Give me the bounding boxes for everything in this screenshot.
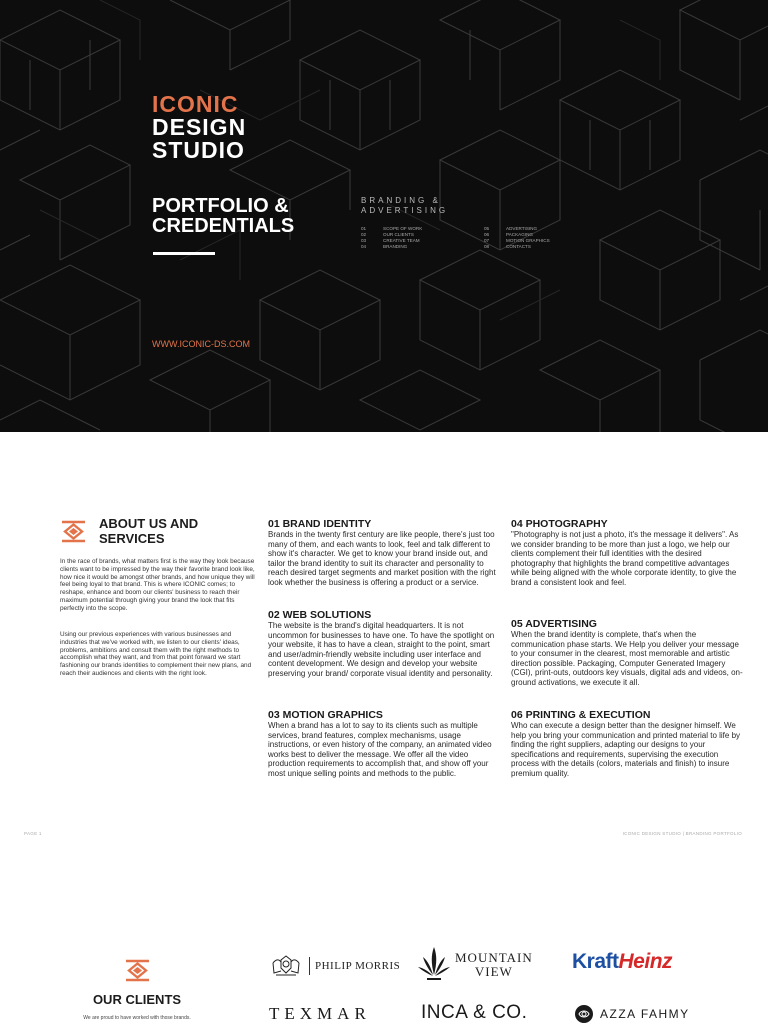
client-logo-inca bbox=[421, 1002, 527, 1024]
kraft-heinz-wordmark: KraftHeinz bbox=[572, 950, 673, 973]
cover-title bbox=[152, 196, 294, 236]
table-of-contents-left bbox=[361, 226, 422, 250]
cover-page bbox=[0, 0, 768, 432]
toc-item: 01 SCOPE OF WORK bbox=[361, 226, 423, 231]
clients-subtitle: We are proud to have worked with those brands. bbox=[83, 1015, 191, 1021]
client-logo-mountain-view bbox=[417, 945, 533, 985]
subhead-line1: BRANDING & bbox=[361, 196, 441, 205]
service-title: 03 MOTION GRAPHICS bbox=[268, 709, 383, 721]
service-advertising bbox=[511, 619, 743, 688]
philip-morris-crest-icon bbox=[268, 953, 304, 979]
toc-item: 02 OUR CLIENTS bbox=[361, 232, 414, 237]
toc-item: 08 CONTACTS bbox=[484, 244, 531, 249]
about-title: ABOUT US AND SERVICES bbox=[99, 516, 199, 546]
brand-line-design: DESIGN bbox=[152, 114, 247, 140]
brand-line-iconic: ICONIC bbox=[152, 91, 239, 117]
service-body: Who can execute a design better than the designer himself. We help you bring your communication and printed material to life by finding the right suppliers, adapting our designs to your specifications and requirements, supervising the execution process with the details (colors, materials and finish) to insure premium quality. bbox=[511, 721, 741, 778]
client-logo-azza-fahmy bbox=[573, 1004, 690, 1024]
title-divider bbox=[153, 252, 215, 255]
service-web-solutions bbox=[268, 610, 500, 679]
service-body: Brands in the twenty first century are like people, there's just too many of them, and each wants to look, feel and talk different to show it's character. We get to know your brand inside out, and tailor the brand identity to suit its character and personality to reach desired target segments and market position with the right look whether the business is offering a product or a service. bbox=[268, 530, 496, 587]
inca-wordmark: INCA & CO. bbox=[421, 1002, 528, 1023]
toc-item: 07 MOTION GRAPHICS bbox=[484, 238, 550, 243]
footer-document-title: ICONIC DESIGN STUDIO | BRANDING PORTFOLIO bbox=[622, 831, 742, 836]
client-logo-texmar bbox=[269, 1004, 371, 1024]
about-paragraph-1: In the race of brands, what matters first is the way they look because clients want to be impressed by the way their favorite brand look like, how nice it would be amongst other brands, and how unique they will feel being loyal to that brand. This is where ICONIC comes; to reshape, enhance and boom our clients' business to reach their maximum potential through giving your brand the look that fits perfectly into the scope. bbox=[60, 558, 255, 612]
service-body: When the brand identity is complete, that's when the communication phase starts. We Help you deliver your message to your consumer in the clearest, most memorable and artistic direction possible. Packaging, Computer Generated Imagery (CGI), print-outs, outdoors key visuals, digital ads and videos, on-ground activations, we execute it all. bbox=[511, 630, 743, 687]
maze-background-pattern bbox=[0, 0, 768, 432]
cover-title-line1: PORTFOLIO & bbox=[152, 195, 289, 217]
service-printing-execution bbox=[511, 710, 743, 779]
client-logo-kraft-heinz bbox=[572, 950, 672, 974]
service-title: 04 PHOTOGRAPHY bbox=[511, 518, 608, 530]
subhead-line2: ADVERTISING bbox=[361, 206, 449, 215]
cover-subhead bbox=[361, 196, 448, 216]
client-logo-philip-morris bbox=[268, 953, 400, 979]
service-title: 01 BRAND IDENTITY bbox=[268, 518, 372, 530]
service-brand-identity bbox=[268, 519, 500, 588]
azza-fahmy-wordmark: AZZA FAHMY bbox=[600, 1007, 690, 1021]
mountain-view-wordmark: MOUNTAIN VIEW bbox=[455, 950, 533, 979]
page-number: PAGE 1 bbox=[24, 831, 42, 836]
cover-title-line2: CREDENTIALS bbox=[152, 215, 295, 237]
about-paragraph-2: Using our previous experiences with various businesses and industries that we've worked with, we listen to our clients' ideas, problems, ambitions and consult them with the right methods to accomplish what they want, and from that point forward we start fashioning our brands identities to complement their new plans, and reach their audiences and clients with the right look. bbox=[60, 631, 252, 677]
toc-item: 04 BRANDING bbox=[361, 244, 408, 249]
toc-item: 05 ADVERTISING bbox=[484, 226, 538, 231]
service-body: The website is the brand's digital headquarters. It is not uncommon for businesses to have one. To have the spotlight on your website, it has to have a clean, straight to the point, smart and user/admin-friendly website including user interface and content development. We design and develop your website preserving your brand/ corporate visual identity and personality. bbox=[268, 621, 495, 678]
service-body: "Photography is not just a photo, it's the message it delivers". As we consider branding to be more than just a logo, we help our clients complement their full identities with the desired photography that highlights the brand competitive advantages while being aligned with the whole corporate identity, to give the brand a consistent look and feel. bbox=[511, 530, 739, 587]
table-of-contents-right bbox=[484, 226, 550, 250]
iconic-logo-icon bbox=[60, 518, 87, 545]
philip-morris-wordmark: PHILIP MORRIS bbox=[315, 960, 401, 972]
logo-divider bbox=[309, 957, 310, 975]
service-motion-graphics bbox=[268, 710, 500, 779]
toc-item: 03 CREATIVE TEAM bbox=[361, 238, 420, 243]
service-photography bbox=[511, 519, 743, 588]
service-title: 06 PRINTING & EXECUTION bbox=[511, 709, 651, 721]
texmar-wordmark: TEXMAR bbox=[269, 1004, 371, 1023]
iconic-logo-icon bbox=[124, 957, 151, 984]
mountain-view-leaf-icon bbox=[417, 945, 451, 985]
brand-wordmark bbox=[152, 93, 246, 162]
service-body: When a brand has a lot to say to its clients such as multiple services, brand features, complex mechanisms, usage instructions, or even history of the company, an animated video works best to deliver the message. We offer all the video production requirements to accomplish that, and show off your most unique selling points and methods to the public. bbox=[268, 721, 492, 778]
brand-line-studio: STUDIO bbox=[152, 137, 245, 163]
website-link[interactable]: WWW.ICONIC-DS.COM bbox=[152, 339, 250, 349]
toc-item: 06 PACKAGING bbox=[484, 232, 533, 237]
azza-fahmy-emblem-icon bbox=[573, 1004, 595, 1024]
service-title: 02 WEB SOLUTIONS bbox=[268, 609, 372, 621]
service-title: 05 ADVERTISING bbox=[511, 618, 597, 630]
clients-title: OUR CLIENTS bbox=[92, 992, 182, 1007]
